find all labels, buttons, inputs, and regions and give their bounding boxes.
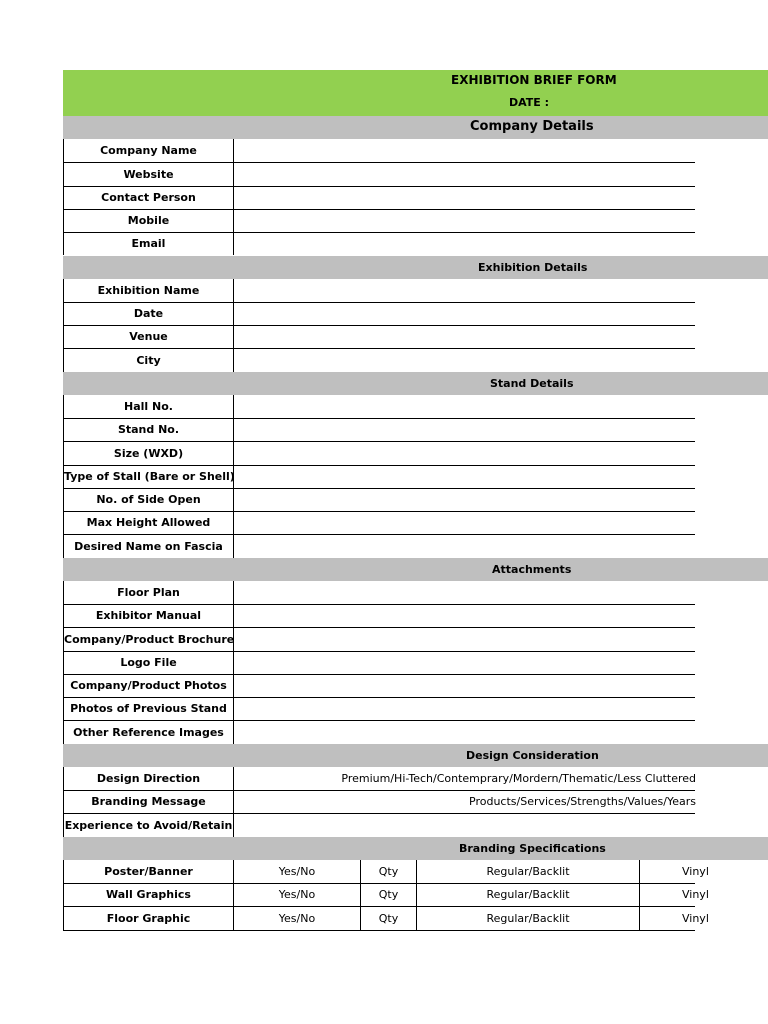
material-cell[interactable]: Vinyl bbox=[682, 912, 709, 925]
field-label: City bbox=[64, 349, 234, 372]
field-row-stall-type[interactable] bbox=[63, 465, 235, 488]
field-value[interactable] bbox=[234, 581, 696, 604]
field-row-max-height[interactable] bbox=[63, 511, 211, 534]
field-value[interactable] bbox=[234, 674, 696, 697]
qty-cell[interactable]: Qty bbox=[378, 912, 399, 925]
field-label: Company/Product Brochure bbox=[64, 628, 234, 651]
field-label: Company/Product Photos bbox=[64, 674, 234, 697]
field-value[interactable]: Products/Services/Strengths/Values/Years bbox=[469, 795, 696, 808]
field-label: Stand No. bbox=[64, 418, 234, 441]
field-label: Email bbox=[64, 232, 234, 255]
field-value[interactable] bbox=[234, 604, 696, 627]
field-label: Max Height Allowed bbox=[64, 511, 234, 534]
type-cell[interactable]: Regular/Backlit bbox=[486, 912, 570, 925]
field-label: Experience to Avoid/Retain bbox=[64, 814, 234, 837]
field-row-branding-message[interactable] bbox=[63, 790, 696, 813]
field-label: Size (WXD) bbox=[64, 442, 234, 465]
field-row-mobile[interactable] bbox=[63, 209, 170, 232]
branding-row-wall-graphics[interactable] bbox=[63, 883, 709, 906]
field-label: Photos of Previous Stand bbox=[64, 697, 234, 720]
field-label: Poster/Banner bbox=[64, 860, 234, 883]
field-value[interactable] bbox=[234, 628, 696, 651]
type-cell[interactable]: Regular/Backlit bbox=[486, 865, 570, 878]
section-exhibition-details bbox=[63, 256, 768, 279]
field-label: Desired Name on Fascia bbox=[64, 535, 234, 558]
qty-cell[interactable]: Qty bbox=[378, 865, 399, 878]
field-row-contact-person[interactable] bbox=[63, 186, 196, 209]
section-branding-specifications bbox=[63, 837, 768, 860]
type-cell[interactable]: Regular/Backlit bbox=[486, 888, 570, 901]
field-label: Branding Message bbox=[64, 790, 234, 813]
field-label: Hall No. bbox=[64, 395, 234, 418]
field-row-hall-no[interactable] bbox=[63, 395, 173, 418]
qty-cell[interactable]: Qty bbox=[378, 888, 399, 901]
section-heading: Stand Details bbox=[490, 377, 574, 390]
field-label: Exhibitor Manual bbox=[64, 604, 234, 627]
field-label: Floor Plan bbox=[64, 581, 234, 604]
field-value[interactable] bbox=[234, 697, 696, 720]
yes-no-cell[interactable]: Yes/No bbox=[278, 865, 316, 878]
field-value[interactable] bbox=[234, 349, 696, 372]
field-value[interactable] bbox=[234, 651, 696, 674]
field-row-floor-plan[interactable] bbox=[63, 581, 180, 604]
field-row-website[interactable] bbox=[63, 163, 174, 186]
field-value[interactable] bbox=[234, 814, 696, 837]
field-row-size[interactable] bbox=[63, 442, 184, 465]
material-cell[interactable]: Vinyl bbox=[682, 865, 709, 878]
section-heading: Exhibition Details bbox=[478, 261, 588, 274]
section-heading: Design Consideration bbox=[466, 749, 599, 762]
yes-no-cell[interactable]: Yes/No bbox=[278, 912, 316, 925]
section-design-consideration bbox=[63, 744, 768, 767]
field-row-brochure[interactable] bbox=[63, 628, 235, 651]
field-value[interactable] bbox=[234, 465, 696, 488]
field-label: Company Name bbox=[64, 139, 234, 162]
field-label: Type of Stall (Bare or Shell) bbox=[64, 465, 234, 488]
branding-row-poster-banner[interactable] bbox=[63, 860, 709, 883]
field-label: Exhibition Name bbox=[64, 279, 234, 302]
field-row-sides-open[interactable] bbox=[63, 488, 201, 511]
field-value[interactable] bbox=[234, 511, 696, 534]
field-value[interactable]: Premium/Hi-Tech/Contemprary/Mordern/Thematic/Less Cluttered bbox=[341, 772, 696, 785]
section-company-details bbox=[63, 116, 768, 139]
field-row-date[interactable] bbox=[63, 302, 164, 325]
form-title: EXHIBITION BRIEF FORM bbox=[451, 73, 617, 87]
field-row-design-direction[interactable] bbox=[63, 767, 696, 790]
field-row-exhibitor-manual[interactable] bbox=[63, 604, 202, 627]
field-value[interactable] bbox=[234, 186, 696, 209]
field-row-previous-stand[interactable] bbox=[63, 697, 227, 720]
section-attachments bbox=[63, 558, 768, 581]
field-row-city[interactable] bbox=[63, 349, 161, 372]
table-bottom-border bbox=[63, 930, 695, 931]
field-row-experience[interactable] bbox=[63, 814, 233, 837]
field-label: Website bbox=[64, 163, 234, 186]
field-row-email[interactable] bbox=[63, 232, 166, 255]
section-heading: Attachments bbox=[492, 563, 572, 576]
field-row-company-name[interactable] bbox=[63, 139, 197, 162]
field-value[interactable] bbox=[234, 488, 696, 511]
field-label: No. of Side Open bbox=[64, 488, 234, 511]
field-value[interactable] bbox=[234, 232, 696, 255]
field-label: Wall Graphics bbox=[64, 883, 234, 906]
field-value[interactable] bbox=[234, 325, 696, 348]
branding-row-floor-graphic[interactable] bbox=[63, 907, 709, 930]
field-value[interactable] bbox=[234, 535, 696, 558]
field-label: Venue bbox=[64, 325, 234, 348]
yes-no-cell[interactable]: Yes/No bbox=[278, 888, 316, 901]
field-row-product-photos[interactable] bbox=[63, 674, 227, 697]
field-value[interactable] bbox=[234, 395, 696, 418]
field-row-venue[interactable] bbox=[63, 325, 168, 348]
material-cell[interactable]: Vinyl bbox=[682, 888, 709, 901]
field-value[interactable] bbox=[234, 209, 696, 232]
field-value[interactable] bbox=[234, 442, 696, 465]
field-value[interactable] bbox=[234, 721, 696, 744]
section-stand-details bbox=[63, 372, 768, 395]
field-row-reference-images[interactable] bbox=[63, 721, 224, 744]
date-label: DATE : bbox=[509, 96, 550, 109]
field-row-logo-file[interactable] bbox=[63, 651, 177, 674]
field-label: Mobile bbox=[64, 209, 234, 232]
field-row-exhibition-name[interactable] bbox=[63, 279, 200, 302]
field-label: Other Reference Images bbox=[64, 721, 234, 744]
field-row-stand-no[interactable] bbox=[63, 418, 180, 441]
section-heading: Branding Specifications bbox=[459, 842, 606, 855]
field-value[interactable] bbox=[234, 302, 696, 325]
section-heading: Company Details bbox=[470, 119, 594, 134]
field-label: Date bbox=[64, 302, 234, 325]
field-value[interactable] bbox=[234, 418, 696, 441]
field-label: Floor Graphic bbox=[64, 907, 234, 930]
field-value[interactable] bbox=[234, 163, 696, 186]
form-header bbox=[63, 70, 768, 116]
field-value[interactable] bbox=[234, 279, 696, 302]
field-label: Logo File bbox=[64, 651, 234, 674]
field-value[interactable] bbox=[234, 139, 696, 162]
field-label: Design Direction bbox=[64, 767, 234, 790]
field-label: Contact Person bbox=[64, 186, 234, 209]
field-row-fascia-name[interactable] bbox=[63, 535, 223, 558]
